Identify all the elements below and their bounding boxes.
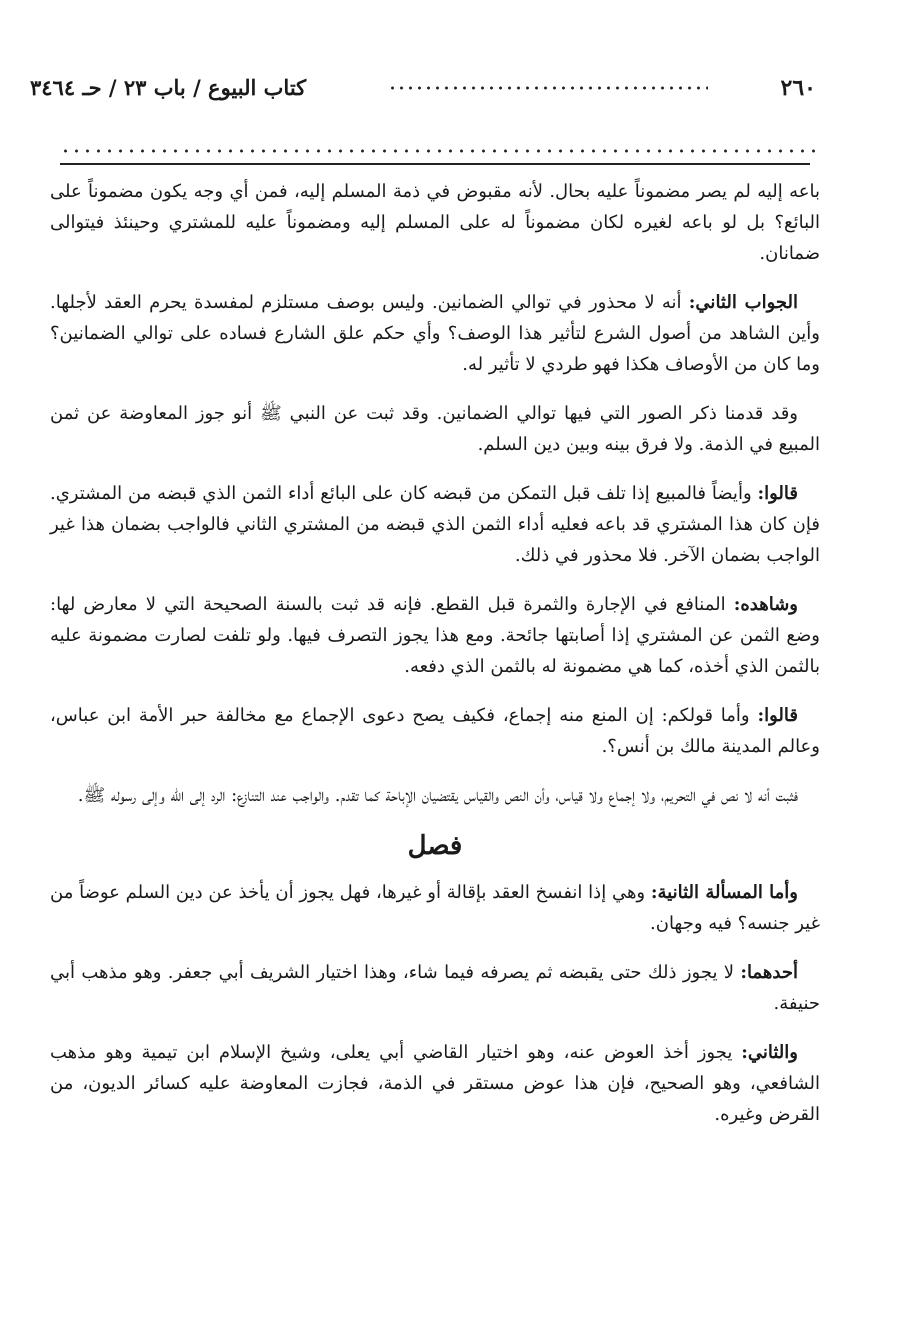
page-number: ٢٦٠	[780, 75, 816, 101]
paragraph-lead: أحدهما:	[740, 962, 798, 983]
paragraph-text: وأيضاً فالمبيع إذا تلف قبل التمكن من قبضه كان على البائع أداء الثمن الذي قبضه من المشتري. فإن كان هذا المشتري قد باعه فعليه أداء الثمن الذي قبضه من المشتري الثاني فالواجب بضمان هذا غير الواجب بضمان الآخر. فلا محذور في ذلك.	[50, 483, 820, 566]
paragraph	[50, 398, 820, 460]
paragraph-text: فثبت أنه لا نص في التحريم، ولا إجماع ولا قياس، وأن النص والقياس يقتضيان الإباحة كما تقدم. والواجب عند التنازع: الرد إلى الله وإلى رسوله ﷺ.	[77, 785, 798, 806]
header-rule	[60, 163, 810, 165]
paragraph	[50, 957, 820, 1019]
paragraph-lead: وأما المسألة الثانية:	[650, 882, 798, 903]
paragraph	[50, 780, 820, 811]
paragraph-text: وقد قدمنا ذكر الصور التي فيها توالي الضمانين. وقد ثبت عن النبي ﷺ أنو جوز المعاوضة عن ثمن المبيع في الذمة. ولا فرق بينه وبين دين السلم.	[50, 403, 820, 455]
paragraph	[50, 589, 820, 682]
section-heading: فصل	[407, 831, 463, 861]
paragraph-text: وهي إذا انفسخ العقد بإقالة أو غيرها، فهل يجوز أن يأخذ عن دين السلم عوضاً من غير جنسه؟ فيه وجهان.	[50, 882, 820, 934]
paragraph-text: لا يجوز ذلك حتى يقبضه ثم يصرفه فيما شاء، وهذا اختيار الشريف أبي جعفر. وهو مذهب أبي حنيفة.	[50, 962, 820, 1014]
paragraph-lead: والثاني:	[741, 1042, 798, 1063]
paragraph	[50, 877, 820, 939]
body-text	[50, 176, 820, 1148]
paragraph	[50, 478, 820, 571]
paragraph-text: وأما قولكم: إن المنع منه إجماع، فكيف يصح دعوى الإجماع مع مخالفة حبر الأمة ابن عباس، وعالم المدينة مالك بن أنس؟.	[50, 705, 820, 757]
paragraph-text: باعه إليه لم يصر مضموناً عليه بحال. لأنه مقبوض في ذمة المسلم إليه، فمن أي وجه يكون مضموناً على البائع؟ بل لو باعه لغيره لكان مضموناً له على المسلم إليه ومضموناً عليه للمشتري وحينئذ فيتوالى ضمانان.	[50, 181, 820, 264]
paragraph	[50, 287, 820, 380]
paragraph	[50, 700, 820, 762]
paragraph-lead: وشاهده:	[733, 594, 798, 615]
header-dotted-leader	[388, 86, 708, 90]
paragraph	[50, 1037, 820, 1130]
paragraph	[50, 176, 820, 269]
paragraph-text: أنه لا محذور في توالي الضمانين. وليس بوصف مستلزم لمفسدة يحرم العقد لأجلها. وأين الشاهد من أصول الشرع لتأثير هذا الوصف؟ وأي حكم علق الشارع فساده على توالي الضمانين؟ وما كان من الأوصاف هكذا فهو طردي لا تأثير له.	[50, 292, 820, 375]
paragraph-lead: الجواب الثاني:	[688, 292, 798, 313]
dotted-separator	[60, 149, 820, 153]
paragraph-lead: قالوا:	[757, 483, 798, 504]
page-header	[30, 72, 828, 112]
paragraph-lead: قالوا:	[757, 705, 798, 726]
paragraph-text: يجوز أخذ العوض عنه، وهو اختيار القاضي أبي يعلى، وشيخ الإسلام ابن تيمية وهو مذهب الشافعي، وهو الصحيح، فإن هذا عوض مستقر في الذمة، فجازت المعاوضة عليه كسائر الديون، من القرض وغيره.	[50, 1042, 820, 1125]
paragraph-text: المنافع في الإجارة والثمرة قبل القطع. فإنه قد ثبت بالسنة الصحيحة التي لا معارض لها: وضع الثمن عن المشتري إذا أصابتها جائحة. ومع هذا يجوز التصرف فيها. ولو تلفت لصارت مضمونة عليه بالثمن الذي أخذه، كما هي مضمونة له بالثمن الذي دفعه.	[50, 594, 820, 677]
running-title: كتاب البيوع / باب ٢٣ / حـ ٣٤٦٤	[30, 75, 307, 100]
